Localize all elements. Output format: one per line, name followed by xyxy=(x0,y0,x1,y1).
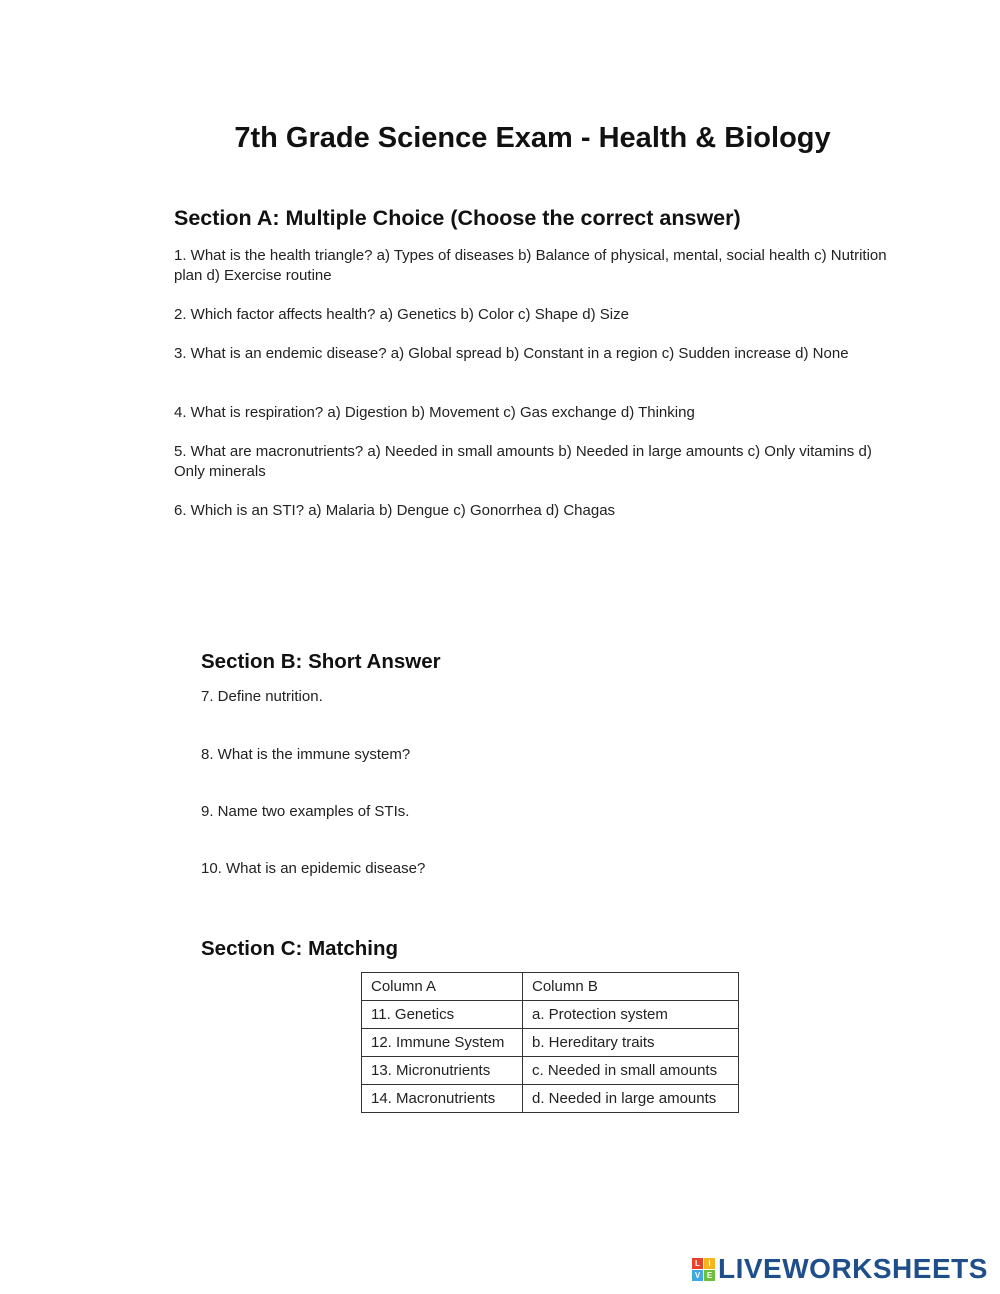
table-row xyxy=(362,1001,739,1029)
column-a-header: Column A xyxy=(362,973,523,1001)
column-a-cell: 14. Macronutrients xyxy=(362,1085,523,1113)
question-2: 2. Which factor affects health? a) Genetics b) Color c) Shape d) Size xyxy=(174,306,629,323)
matching-table xyxy=(361,972,739,1113)
question-5: 5. What are macronutrients? a) Needed in small amounts b) Needed in large amounts c) Only vitamins d) Only minerals xyxy=(174,443,872,480)
question-1: 1. What is the health triangle? a) Types of diseases b) Balance of physical, mental, social health c) Nutrition plan d) Exercise routine xyxy=(174,247,887,284)
exam-title: 7th Grade Science Exam - Health & Biology xyxy=(234,122,831,154)
column-b-header: Column B xyxy=(523,973,739,1001)
question-9: 9. Name two examples of STIs. xyxy=(201,803,410,820)
logo-mark-letter: E xyxy=(704,1270,715,1281)
column-b-cell: d. Needed in large amounts xyxy=(523,1085,739,1113)
liveworksheets-logo xyxy=(692,1253,988,1285)
question-4: 4. What is respiration? a) Digestion b) Movement c) Gas exchange d) Thinking xyxy=(174,404,695,421)
question-10: 10. What is an epidemic disease? xyxy=(201,860,426,877)
question-3: 3. What is an endemic disease? a) Global spread b) Constant in a region c) Sudden increase d) None xyxy=(174,345,849,362)
table-row xyxy=(362,1057,739,1085)
logo-mark-letter: L xyxy=(692,1258,703,1269)
column-b-cell: c. Needed in small amounts xyxy=(523,1057,739,1085)
column-a-cell: 12. Immune System xyxy=(362,1029,523,1057)
column-a-cell: 13. Micronutrients xyxy=(362,1057,523,1085)
logo-mark-icon xyxy=(692,1258,715,1281)
table-row xyxy=(362,1029,739,1057)
logo-wordmark: LIVEWORKSHEETS xyxy=(718,1253,988,1284)
logo-mark-letter: V xyxy=(692,1270,703,1281)
section-b-heading: Section B: Short Answer xyxy=(201,650,441,673)
column-a-cell: 11. Genetics xyxy=(362,1001,523,1029)
question-7: 7. Define nutrition. xyxy=(201,688,323,705)
question-8: 8. What is the immune system? xyxy=(201,746,411,763)
column-b-cell: b. Hereditary traits xyxy=(523,1029,739,1057)
column-b-cell: a. Protection system xyxy=(523,1001,739,1029)
table-row xyxy=(362,1085,739,1113)
section-c-heading: Section C: Matching xyxy=(201,937,399,960)
logo-mark-letter: I xyxy=(704,1258,715,1269)
table-header-row xyxy=(362,973,739,1001)
section-a-heading: Section A: Multiple Choice (Choose the correct answer) xyxy=(174,206,741,230)
question-6: 6. Which is an STI? a) Malaria b) Dengue c) Gonorrhea d) Chagas xyxy=(174,502,616,519)
